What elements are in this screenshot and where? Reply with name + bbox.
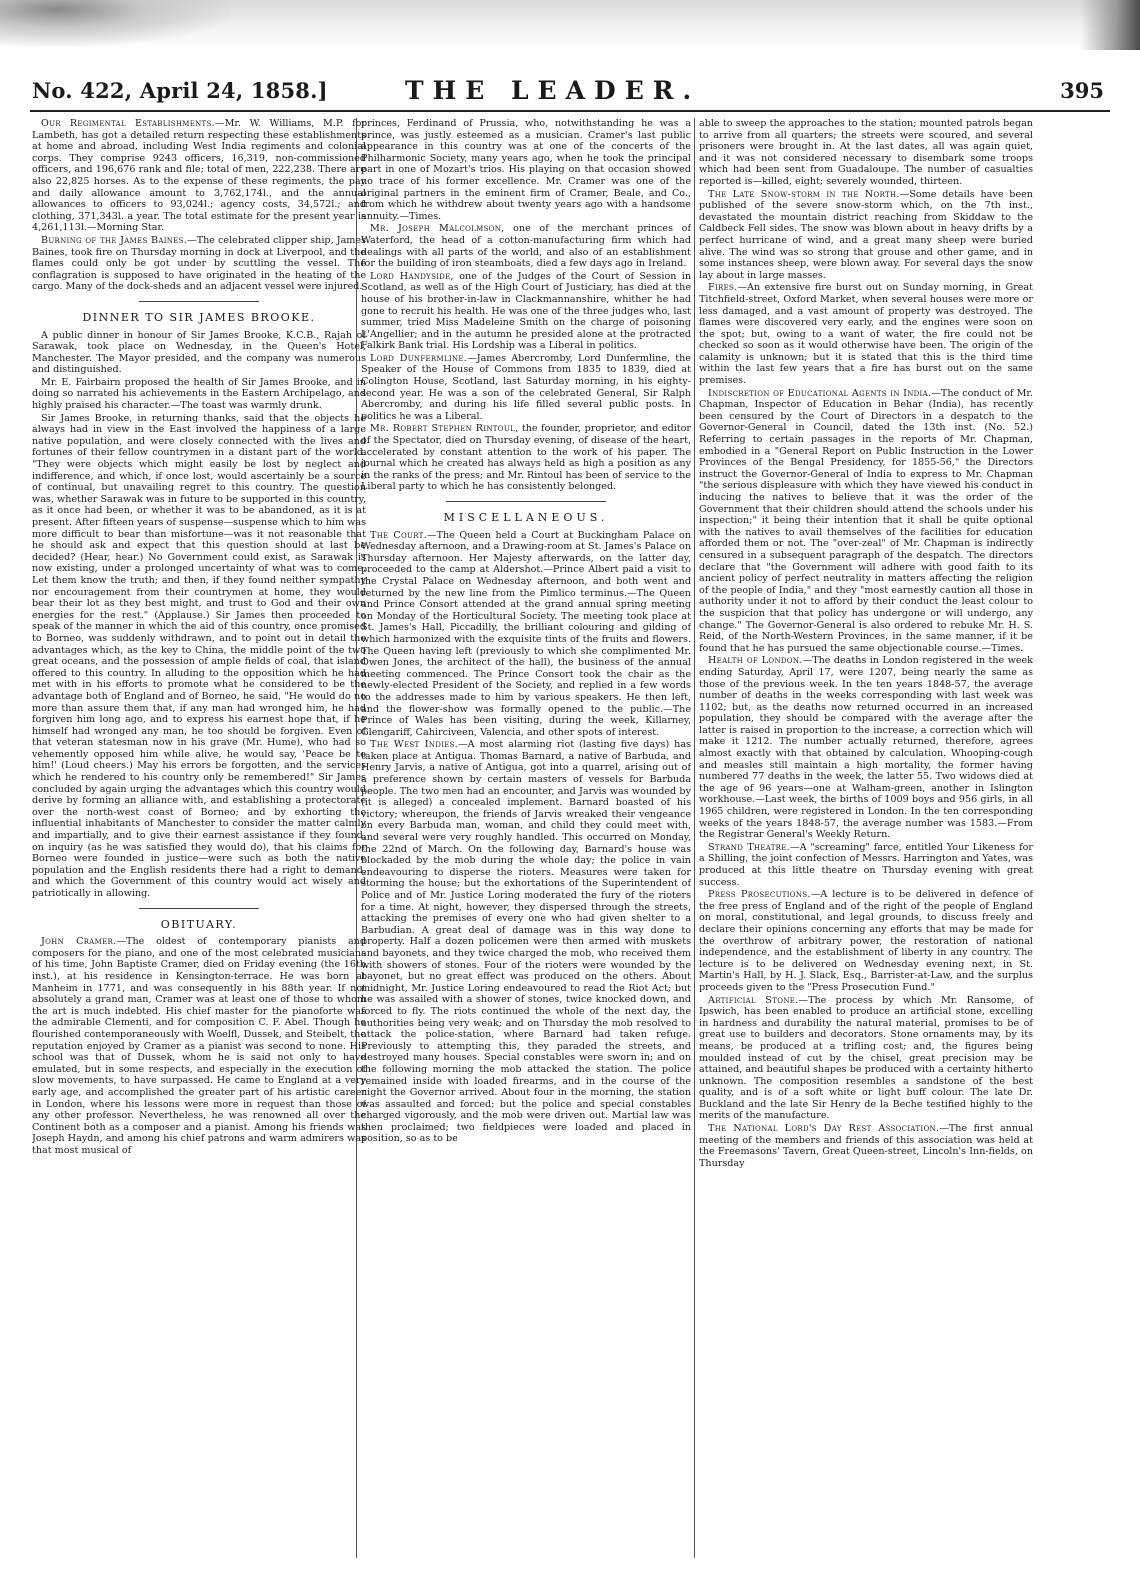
misc-health-of-london: Health of London.—The deaths in London registered in the week ending Saturday, April 17, were 1207, being nearly the same as those of the previous week. In the ten years 1848-57, the average number of deaths in the weeks corresponding with last week was 1102; but, as the deaths now returned occurred in an increased population, they should be compared with the average after the latter is raised in proportion to the increase, a correction which will make it 1212. The number actually returned, therefore, agrees almost exactly with that obtained by calculation. Whooping-cough and measles still maintain a high mortality, the former having numbered 77 deaths in the week, the latter 55. Two widows died at the age of 96 years—one at Walham-green, another in Islington workhouse.—Last week, the births of 1009 boys and 956 girls, in all 1965 children, were registered in London. In the ten corresponding weeks of the years 1848-57, the average number was 1583.—From the Registrar General's Weekly Return. [699,655,1033,841]
misc-lords-day-association: The National Lord's Day Rest Association.—The first annual meeting of the members and friends of this association was held at the Freemasons' Tavern, Great Queen-street, Lincoln's Inn-fields, on Thursday [699,1123,1033,1169]
column-3 [699,118,1033,1558]
dinner-paragraph: Mr. E. Fairbairn proposed the health of Sir James Brooke, and in doing so narrated his achievements in the Eastern Archipelago, and highly praised his character.—The toast was warmly drunk. [32,376,366,412]
dinner-paragraph: Sir James Brooke, in returning thanks, said that the objects he always had in view in the East involved the happiness of a large native population, and were closely connected with the lives and fortunes of their fellow countrymen in a distant part of the world. "They were objects which might easily be lost by neglect and indifference, and which, if once lost, would ascertainly be a source of continual, but unavailing regret to this country. The question was, whether Sarawak was in future to be supported in this country, as it once had been, or whether it was to be abandoned, as it is at present. After fifteen years of suspense—suspense which to him was more difficult to bear than misfortune—was it not reasonable that he should ask and expect that this question should at last be decided? (Hear, hear.) No Government could exist, as Sarawak is now existing, under a prolonged uncertainty of what was to come. Let them know the truth; and then, if they found neither sympathy nor encouragement from their countrymen at home, they would bear their lot as they best might, and trust to God and their own energies for the rest." (Applause.) Sir James then proceeded to speak of the manner in which the aid of this country, once promised to Borneo, was suddenly withdrawn, and to point out in detail the advantages which, as the key to China, the middle point of the two great oceans, and the possession of ample fields of coal, that island offered to this country. In alluding to the opposition which he had met with in his efforts to promote what he considered to be the advantage both of England and of Borneo, he said, "He would do no more than assure them that, if any man had wronged him, he had forgiven him long ago, and to express his earnest hope that, if he himself had wronged any man, he too should be forgiven. Even of that veteran statesman now in his grave (Mr. Hume), who had so vehemently opposed him while alive, he would say, 'Peace be to him!' (Loud cheers.) May his errors be forgotten, and the services which he rendered to his country only be remembered!" Sir James concluded by again urging the advantages which this country would derive by forming an alliance with, and establishing a protectorate over the north-west coast of Borneo; and by exhorting the influential inhabitants of Manchester to consider the matter calmly and impartially, and to give their earnest assistance if they found, on inquiry (as he was satisfied they would do), that his claims for Borneo were founded in justice—were such as both the native population and the English residents there had a right to demand, and which the Government of this country would act wisely and patriotically in allowing. [32,412,366,899]
scan-shadow-left [0,0,230,46]
misc-strand-theatre: Strand Theatre.—A "screaming" farce, entitled Your Likeness for a Shilling, the joint confection of Messrs. Harrington and Yates, was produced at this little theatre on Thursday evening with great success. [699,841,1033,888]
issue-date: No. 422, April 24, 1858.] [32,78,328,103]
scan-shadow-right [1080,0,1140,50]
misc-educational-agents: Indiscretion of Educational Agents in India.—The conduct of Mr. Chapman, Inspector of Education in Behar (India), has recently been censured by the Court of Directors in a despatch to the Governor-General in Council, dated the 13th inst. (No. 52.) Referring to certain passages in the reports of Mr. Chapman, embodied in a "General Report on Public Instruction in the Lower Provinces of the Bengal Presidency, for 1855-56," the Directors instruct the Governor-General of India to express to Mr. Chapman "the serious displeasure with which they have viewed his conduct in inducing the natives to believe that it was the order of the Government that their children should attend the schools under his inspection;" it being their intention that it shall be quite optional with the natives to avail themselves of the facilities for education afforded them or not. The "over-zeal" of Mr. Chapman is indirectly censured in a subsequent paragraph of the despatch. The directors declare that "the Government will adhere with good faith to its ancient policy of perfect neutrality in matters affecting the religion of the people of India," and they "most earnestly caution all those in authority under it not to afford by their conduct the least colour to the suspicion that that policy has undergone or will undergo, any change." The Governor-General is also ordered to rebuke Mr. H. S. Reid, of the North-Western Provinces, in the same manner, if it be found that he has pursued the same objectionable course.—Times. [699,387,1033,654]
section-title-obituary: OBITUARY. [160,917,238,931]
page-number: 395 [1060,78,1104,103]
west-indies-continued: able to sweep the approaches to the station; mounted patrols began to arrive from all quarters; the streets were scoured, and several prisoners were brought in. At the last dates, all was again quiet, and it was not considered necessary to disembark some troops which had been sent from Guadaloupe. The number of casualties reported is—killed, eight; severely wounded, thirteen. [699,118,1033,187]
misc-snow-storm: The Late Snow-storm in the North.—Some details have been published of the severe snow-storm which, on the 7th inst., devastated the mountain district reaching from Skiddaw to the Caldbeck Fell sides. The snow was blown about in heavy drifts by a perfect hurricane of wind, and a great many sheep were buried alive. The wind was so strong that grouse and other game, and in some instances sheep, were blown away. For several days the snow lay about in large masses. [699,188,1033,281]
header-rule [30,110,1110,112]
column-rule [694,118,695,1558]
section-rule [139,301,259,302]
column-2 [361,118,691,1558]
obituary-cramer: John Cramer.—The oldest of contemporary pianists and composers for the piano, and one of the most celebrated musicians of his time, John Baptiste Cramer, died on Friday evening (the 16th inst.), at his residence in Kensington-terrace. He was born at Manheim in 1771, and was consequently in his 88th year. If not absolutely a grand man, Cramer was at least one of those to whom the art is much indebted. His chief master for the pianoforte was the admirable Clementi, and for composition C. F. Abel. Though he flourished contemporaneously with Woelfl, Dussek, and Steibelt, the reputation enjoyed by Cramer as a pianist was second to none. His school was that of Dussek, whom he is said not only to have emulated, but in some respects, and especially in the execution of slow movements, to have surpassed. He came to England at a very early age, and accomplished the greater part of his artistic career in London, where his lessons were more in request than those of any other professor. Nevertheless, he was renowned all over the Continent both as a composer and a pianist. Among his friends was Joseph Haydn, and among his chief patrons and warm admirers was that most musical of [32,936,366,1156]
obituary-handyside: Lord Handyside, one of the Judges of the Court of Session in Scotland, as well as of the High Court of Justiciary, has died at the house of his brother-in-law in Clackmannanshire, whither he had gone to recruit his health. He was one of the three judges who, last summer, tried Miss Madeleine Smith on the charge of poisoning L'Angellier; and in the autumn he presided alone at the protracted Falkirk Bank trial. His Lordship was a Liberal in politics. [361,270,691,352]
section-rule [139,908,259,909]
dinner-paragraph: A public dinner in honour of Sir James Brooke, K.C.B., Rajah of Sarawak, took place on Wednesday, in the Queen's Hotel, Manchester. The Mayor presided, and the company was numerous and distinguished. [32,329,366,376]
section-title-miscellaneous: MISCELLANEOUS. [443,511,609,524]
misc-artificial-stone: Artificial Stone.—The process by which Mr. Ransome, of Ipswich, has been enabled to produce an artificial stone, excelling in hardness and durability the natural material, promises to be of great use to builders and decorators. Stone ornaments may, by its means, be produced at a trifling cost; and, the figures being moulded instead of cut by the chisel, great precision may be attained, and beautiful shapes be produced with a certainty hitherto unknown. The composition resembles a sandstone of the best quality, and is of a soft white or light buff colour. The late Dr. Buckland and the late Sir Henry de la Beche testified highly to the merits of the manufacture. [699,994,1033,1122]
misc-west-indies: The West Indies.—A most alarming riot (lasting five days) has taken place at Antigua. Thomas Barnard, a native of Barbuda, and Henry Jarvis, a native of Antigua, got into a quarrel, arising out of a preference shown by certain masters of vessels for Barbuda people. The two men had an encounter, and Jarvis was wounded by (it is alleged) a concealed implement. Barnard boasted of his victory; whereupon, the friends of Jarvis wreaked their vengeance on every Barbuda man, woman, and child they could meet with, and several were very roughly handled. This occurred on Monday, the 22nd of March. On the following day, Barnard's house was blockaded by the mob during the whole day; the police in vain endeavouring to disperse the rioters. Measures were taken for storming the house; but the exhortations of the Superintendent of Police and of Mr. Justice Loring moderated the fury of the rioters for a time. At night, however, they dispersed through the streets, attacking the premises of every one who had given shelter to a Barbudian. A great deal of damage was in this way done to property. Half a dozen policemen were then armed with muskets and bayonets, and they twice charged the mob, who received them with showers of stones. Four of the rioters were wounded by the bayonet, but no great effect was produced on the others. About midnight, Mr. Justice Loring endeavoured to read the Riot Act; but he was assailed with a shower of stones, twice knocked down, and forced to fly. The riots continued the whole of the next day, the authorities being very weak; and on Thursday the mob resolved to attack the police-station, where Barnard had taken refuge. Previously to attempting this, they paraded the streets, and destroyed many houses. Special constables were sworn in; and on the following morning the mob attacked the station. The police remained inside with loaded firearms, and in the course of the night the Governor arrived. About four in the morning, the station was assaulted and forced; but the police and special constables charged vigorously, and the mob were driven out. Martial law was then proclaimed; two fieldpieces were loaded and placed in position, so as to be [361,739,691,1145]
page-header [30,64,1110,114]
obituary-dunfermline: Lord Dunfermline.—James Abercromby, Lord Dunfermline, the Speaker of the House of Commons from 1835 to 1839, died at Colington House, Scotland, last Saturday morning, in his eighty-second year. He was a son of the celebrated General, Sir Ralph Abercromby, and during his life filled several public posts. In politics he was a Liberal. [361,352,691,422]
article-regimental-establishments: Our Regimental Establishments.—Mr. W. Williams, M.P. for Lambeth, has got a detailed return respecting these establishments at home and abroad, including West India regiments and colonial corps. They comprise 9243 officers, 16,319, non-commissioned officers, and 196,676 rank and file; total of men, 222,238. There are also 22,825 horses. As to the expense of these regiments, the pay and daily allowance amount to 3,762,174l., and the annual allowances to officers to 93,024l.; agency costs, 34,572l.; and clothing, 371,343l. a year. The total estimate for the present year is 4,261,113l.—Morning Star. [32,118,366,234]
obituary-malcolmson: Mr. Joseph Malcolmson, one of the merchant princes of Waterford, the head of a cotton-manufacturing firm which had dealings with all parts of the world, and also of an establishment for the building of iron steamboats, died a few days ago in Ireland. [361,223,691,270]
obituary-rintoul: Mr. Robert Stephen Rintoul, the founder, proprietor, and editor of the Spectator, died on Thursday evening, of disease of the heart, accelerated by constant attention to the work of his paper. The journal which he created has always held as high a position as any in the ranks of the press; and Mr. Rintoul has been of service to the Liberal party to which he has consistently belonged. [361,423,691,493]
section-rule [446,501,606,502]
section-title-dinner: DINNER TO SIR JAMES BROOKE. [82,310,316,324]
article-james-baines: Burning of the James Baines.—The celebrated clipper ship, James Baines, took fire on Thursday morning in dock at Liverpool, and the flames could only be got under by scuttling the vessel. The conflagration is supposed to have originated in the heating of the cargo. Many of the dock-sheds and an adjacent vessel were injured. [32,234,366,293]
misc-press-prosecutions: Press Prosecutions.—A lecture is to be delivered in defence of the free press of England and of the right of the people of England on moral, constitutional, and legal grounds, to discuss freely and declare their opinions concerning any efforts that may be made for the overthrow of arbitrary power, the restoration of national independence, and the establishment of liberty in any country. The lecture is to be delivered on Wednesday evening next, in St. Martin's Hall, by H. J. Slack, Esq., Barrister-at-Law, and the surplus proceeds given to the "Press Prosecution Fund." [699,889,1033,993]
column-1 [32,118,366,1558]
obituary-cramer-continued: princes, Ferdinand of Prussia, who, notwithstanding he was a prince, was justly esteemed as a musician. Cramer's last public appearance in this country was at one of the concerts of the Philharmonic Society, many years ago, when he took the principal part in one of Mozart's trios. His playing on that occasion showed no trace of his former excellence. Mr. Cramer was one of the original partners in the eminent firm of Cramer, Beale, and Co., from which he withdrew about twenty years ago with a handsome annuity.—Times. [361,118,691,222]
newspaper-title: THE LEADER. [405,76,701,105]
misc-the-court: The Court.—The Queen held a Court at Buckingham Palace on Wednesday afternoon, and a Drawing-room at St. James's Palace on Thursday afternoon. Her Majesty afterwards, on the latter day, proceeded to the camp at Aldershot.—Prince Albert paid a visit to the Crystal Palace on Wednesday afternoon, and both went and returned by the new line from the Pimlico terminus.—The Queen and Prince Consort attended at the grand annual spring meeting on Monday of the Horticultural Society. The meeting took place at St. James's Hall, Piccadilly, the brilliant colouring and gilding of which harmonized with the exquisite tints of the fruits and flowers. The Queen having left (previously to which she complimented Mr. Owen Jones, the architect of the hall), the business of the annual meeting commenced. The Prince Consort took the chair as the newly-elected President of the Society, and replied in a few words to the addresses made to him by various speakers. He then left, and the flower-show was formally opened to the public.—The Prince of Wales has been visiting, during the week, Killarney, Glengariff, Cahirciveen, Valencia, and other spots of interest. [361,529,691,738]
misc-fires: Fires.—An extensive fire burst out on Sunday morning, in Great Titchfield-street, Oxford Market, when several houses were more or less damaged, and a vast amount of property was destroyed. The flames were discovered very early, and the engines were soon on the spot; but, owing to a want of water, the fire could not be checked so soon as it would otherwise have been. The origin of the calamity is unknown; but it is stated that this is the third time within the last few years that a fire has burst out on the same premises. [699,282,1033,387]
